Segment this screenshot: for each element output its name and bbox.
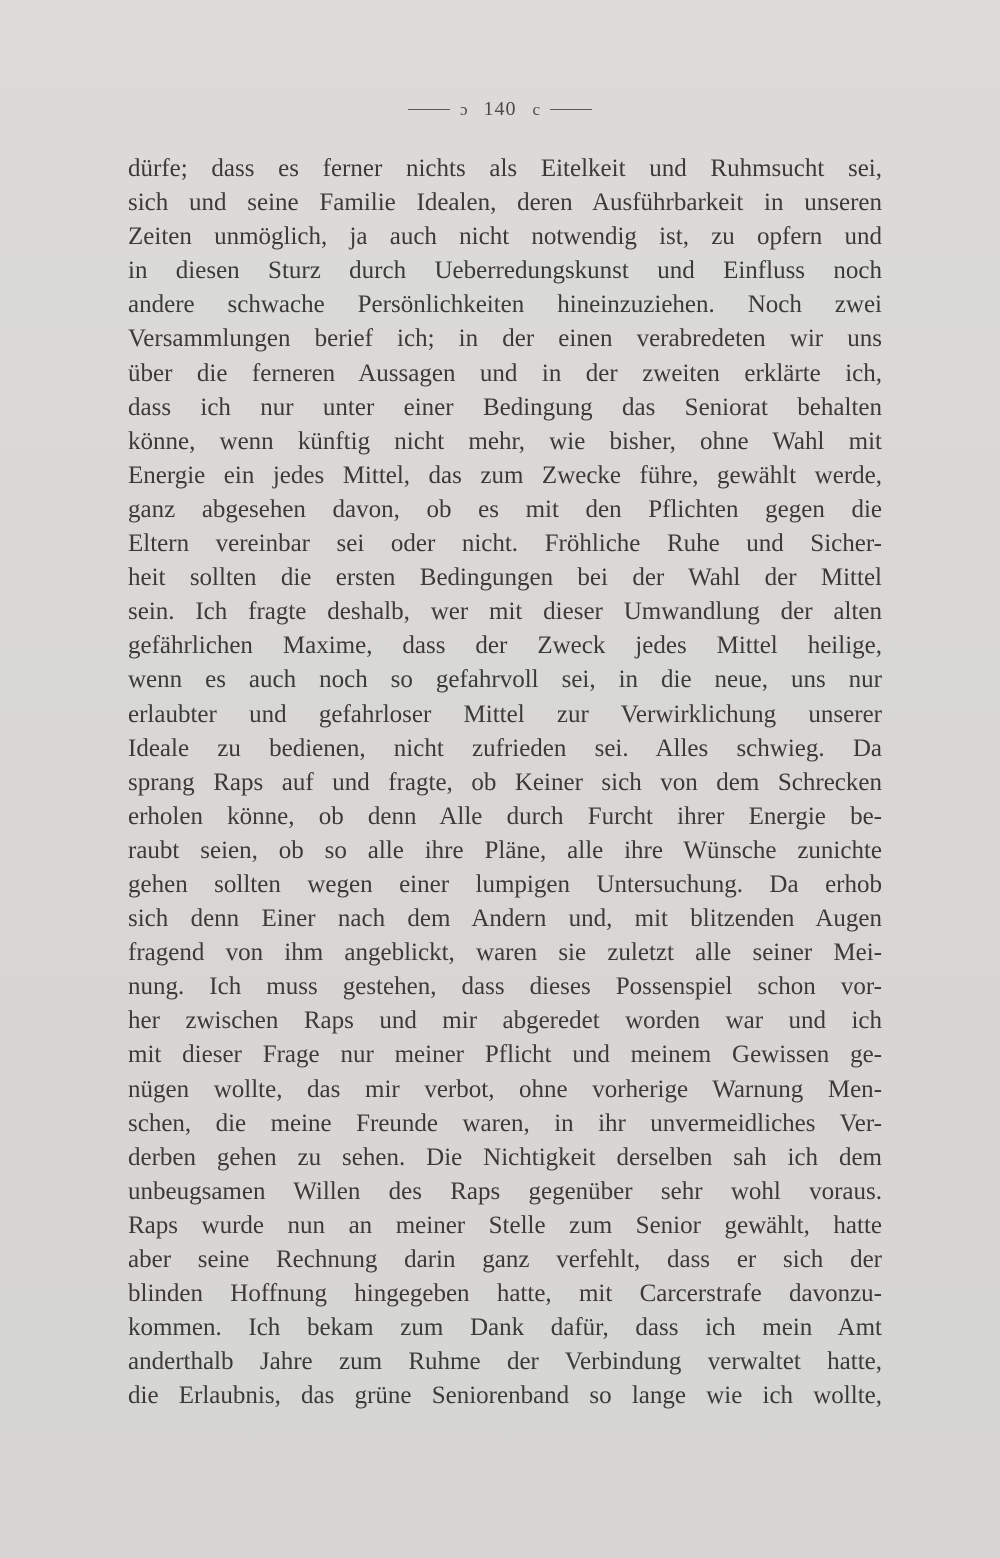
text-line: Raps wurde nun an meiner Stelle zum Senior gewählt, hatte (128, 1211, 882, 1239)
text-line: dürfe; dass es ferner nichts als Eitelkeit und Ruhmsucht sei, (128, 155, 882, 182)
text-line: erlaubter und gefahrloser Mittel zur Verwirklichung unserer (128, 700, 882, 728)
text-line: die Erlaubnis, das grüne Seniorenband so lange wie ich wollte, (128, 1382, 882, 1410)
text-line: heit sollten die ersten Bedingungen bei der Wahl der Mittel (128, 564, 882, 592)
text-line: Eltern vereinbar sei oder nicht. Fröhliche Ruhe und Sicher- (128, 530, 882, 558)
text-line: mit dieser Frage nur meiner Pflicht und meinem Gewissen ge- (128, 1041, 882, 1069)
text-line: Zeiten unmöglich, ja auch nicht notwendig ist, zu opfern und (128, 223, 882, 251)
header-rule-left (408, 109, 450, 110)
header-ornament-left: ɔ (459, 99, 468, 119)
text-line: anderthalb Jahre zum Ruhme der Verbindung verwaltet hatte, (128, 1348, 882, 1376)
text-line: Ideale zu bedienen, nicht zufrieden sei. Alles schwieg. Da (128, 734, 882, 762)
header-rule-right (550, 109, 592, 110)
header-ornament-right: c (532, 99, 541, 119)
text-line: wenn es auch noch so gefahrvoll sei, in die neue, uns nur (128, 666, 882, 694)
text-line: derben gehen zu sehen. Die Nichtigkeit derselben sah ich dem (128, 1143, 882, 1171)
text-line: Energie ein jedes Mittel, das zum Zwecke führe, gewählt werde, (128, 461, 882, 489)
text-line: her zwischen Raps und mir abgeredet worden war und ich (128, 1007, 882, 1035)
text-line: gefährlichen Maxime, dass der Zweck jedes Mittel heilige, (128, 632, 882, 660)
text-line: nung. Ich muss gestehen, dass dieses Possenspiel schon vor- (128, 973, 882, 1001)
text-line: sprang Raps auf und fragte, ob Keiner sich von dem Schrecken (128, 768, 882, 796)
text-line: dass ich nur unter einer Bedingung das Seniorat behalten (128, 393, 882, 421)
text-line: fragend von ihm angeblickt, waren sie zuletzt alle seiner Mei- (128, 939, 882, 967)
text-line: kommen. Ich bekam zum Dank dafür, dass ich mein Amt (128, 1314, 882, 1342)
text-line: sich denn Einer nach dem Andern und, mit blitzenden Augen (128, 905, 882, 933)
text-line: erholen könne, ob denn Alle durch Furcht ihrer Energie be- (128, 802, 882, 830)
text-line: andere schwache Persönlichkeiten hineinzuziehen. Noch zwei (128, 291, 882, 319)
text-line: schen, die meine Freunde waren, in ihr unvermeidliches Ver- (128, 1109, 882, 1137)
text-line: gehen sollten wegen einer lumpigen Untersuchung. Da erhob (128, 870, 882, 898)
text-line: blinden Hoffnung hingegeben hatte, mit Carcerstrafe davonzu- (128, 1280, 882, 1308)
body-text (128, 152, 882, 1413)
text-line: raubt seien, ob so alle ihre Pläne, alle ihre Wünsche zunichte (128, 836, 882, 864)
text-line: nügen wollte, das mir verbot, ohne vorherige Warnung Men- (128, 1075, 882, 1103)
text-line: Versammlungen berief ich; in der einen verabredeten wir uns (128, 325, 882, 353)
text-line: könne, wenn künftig nicht mehr, wie bisher, ohne Wahl mit (128, 427, 882, 455)
text-line: unbeugsamen Willen des Raps gegenüber sehr wohl voraus. (128, 1177, 882, 1205)
text-line: aber seine Rechnung darin ganz verfehlt, dass er sich der (128, 1246, 882, 1273)
text-line: über die ferneren Aussagen und in der zweiten erklärte ich, (128, 359, 882, 387)
page-header (0, 98, 1000, 121)
text-line: sich und seine Familie Idealen, deren Ausführbarkeit in unseren (128, 189, 882, 217)
page-number: 140 (483, 98, 517, 120)
text-line: ganz abgesehen davon, ob es mit den Pflichten gegen die (128, 495, 882, 523)
text-line: sein. Ich fragte deshalb, wer mit dieser Umwandlung der alten (128, 598, 882, 626)
text-line: in diesen Sturz durch Ueberredungskunst und Einfluss noch (128, 257, 882, 285)
